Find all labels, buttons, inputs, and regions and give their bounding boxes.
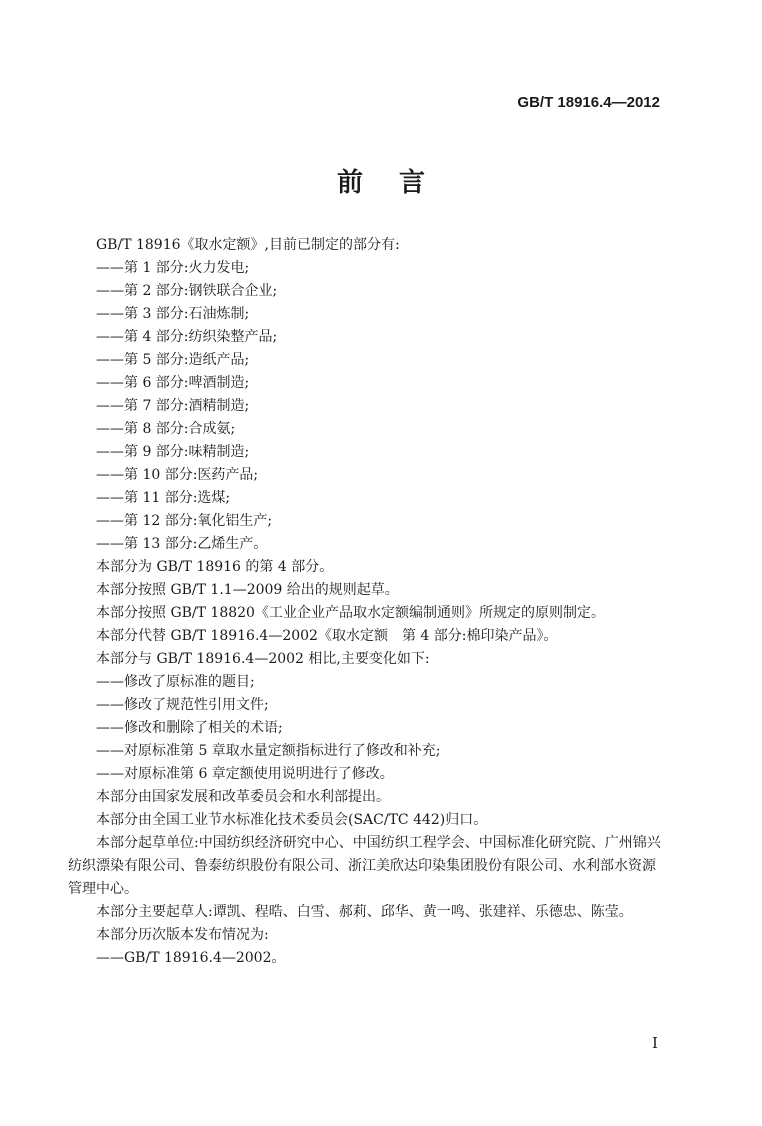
paragraph: 本部分主要起草人:谭凯、程晧、白雪、郝莉、邱华、黄一鸣、张建祥、乐德忠、陈莹。 bbox=[96, 904, 633, 920]
list-item: ——第 6 部分:啤酒制造; bbox=[96, 375, 250, 391]
list-item: ——第 5 部分:造纸产品; bbox=[96, 352, 250, 368]
list-item: ——第 3 部分:石油炼制; bbox=[96, 306, 250, 322]
list-item: ——对原标准第 6 章定额使用说明进行了修改。 bbox=[96, 766, 394, 782]
list-item: ——对原标准第 5 章取水量定额指标进行了修改和补充; bbox=[96, 743, 441, 759]
paragraph: 本部分为 GB/T 18916 的第 4 部分。 bbox=[96, 559, 334, 575]
list-item: ——第 13 部分:乙烯生产。 bbox=[96, 536, 268, 552]
paragraph: 本部分按照 GB/T 1.1—2009 给出的规则起草。 bbox=[96, 582, 399, 598]
paragraph: 本部分由国家发展和改革委员会和水利部提出。 bbox=[96, 789, 390, 805]
list-item: ——第 12 部分:氧化铝生产; bbox=[96, 513, 273, 529]
list-item: ——第 11 部分:选煤; bbox=[96, 490, 231, 506]
paragraph: 本部分代替 GB/T 18916.4—2002《取水定额 第 4 部分:棉印染产品》。 bbox=[96, 628, 558, 644]
list-item: ——第 7 部分:酒精制造; bbox=[96, 398, 250, 414]
paragraph: 本部分与 GB/T 18916.4—2002 相比,主要变化如下: bbox=[96, 651, 430, 667]
list-item: ——GB/T 18916.4—2002。 bbox=[96, 950, 286, 966]
document-body bbox=[68, 234, 668, 970]
list-item: ——修改了原标准的题目; bbox=[96, 674, 255, 690]
paragraph: 本部分按照 GB/T 18820《工业企业产品取水定额编制通则》所规定的原则制定。 bbox=[96, 605, 605, 621]
paragraph: 本部分由全国工业节水标准化技术委员会(SAC/TC 442)归口。 bbox=[96, 812, 488, 828]
list-item: ——第 1 部分:火力发电; bbox=[96, 260, 250, 276]
paragraph: GB/T 18916《取水定额》,目前已制定的部分有: bbox=[96, 237, 400, 253]
list-item: ——修改和删除了相关的术语; bbox=[96, 720, 283, 736]
list-item: ——第 8 部分:合成氨; bbox=[96, 421, 236, 437]
page-title: 前言 bbox=[336, 168, 461, 198]
list-item: ——第 2 部分:钢铁联合企业; bbox=[96, 283, 278, 299]
list-item: ——第 10 部分:医药产品; bbox=[96, 467, 259, 483]
paragraph: 本部分起草单位:中国纺织经济研究中心、中国纺织工程学会、中国标准化研究院、广州锦兴纺织漂染有限公司、鲁泰纺织股份有限公司、浙江美欣达印染集团股份有限公司、水利部水资源管理中心。 bbox=[68, 835, 661, 897]
list-item: ——第 9 部分:味精制造; bbox=[96, 444, 250, 460]
list-item: ——修改了规范性引用文件; bbox=[96, 697, 269, 713]
standard-code: GB/T 18916.4—2012 bbox=[517, 94, 660, 111]
page-number: I bbox=[652, 1034, 658, 1052]
paragraph: 本部分历次版本发布情况为: bbox=[96, 927, 269, 943]
list-item: ——第 4 部分:纺织染整产品; bbox=[96, 329, 278, 345]
